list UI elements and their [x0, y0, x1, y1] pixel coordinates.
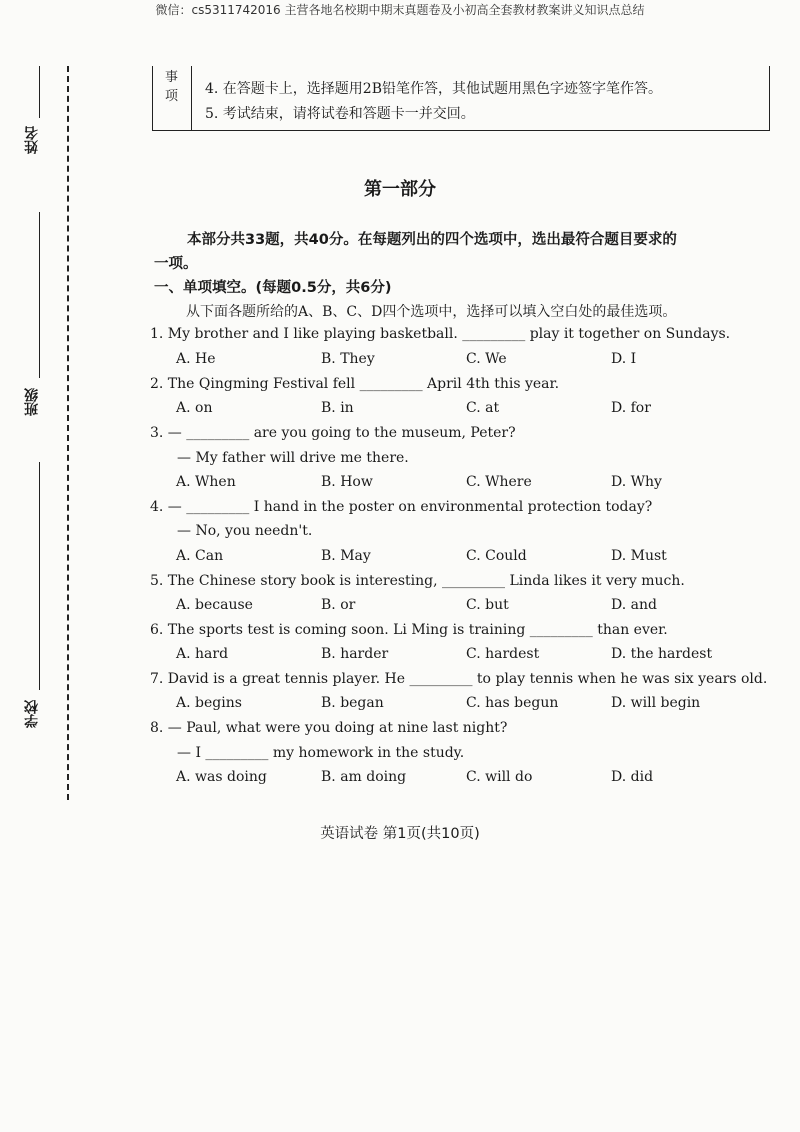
question-4-response: — No, you needn't.	[177, 523, 313, 539]
question-1-option-b: B. They	[321, 351, 375, 367]
part-intro	[154, 228, 767, 276]
question-1-option-c: C. We	[466, 351, 507, 367]
question-5-option-c: C. but	[466, 597, 509, 613]
question-1-stem: 1. My brother and I like playing basketball. _________ play it together on Sundays.	[150, 326, 731, 342]
notice-label	[153, 66, 192, 130]
question-1-option-d: D. I	[611, 351, 637, 367]
question-6-option-b: B. harder	[321, 646, 389, 662]
question-4-option-d: D. Must	[611, 548, 667, 564]
question-4-option-c: C. Could	[466, 548, 527, 564]
question-7-option-c: C. has begun	[466, 695, 559, 711]
question-2-stem: 2. The Qingming Festival fell _________ April 4th this year.	[150, 376, 560, 392]
question-3-option-c: C. Where	[466, 474, 532, 490]
notice-box	[152, 66, 770, 131]
notice-item-4: 4. 在答题卡上，选择题用2B铅笔作答，其他试题用黑色字迹签字笔作答。	[205, 81, 663, 97]
question-6-stem: 6. The sports test is coming soon. Li Ming is training _________ than ever.	[150, 622, 668, 638]
question-4-stem: 4. — _________ I hand in the poster on environmental protection today?	[150, 499, 653, 515]
question-7-stem: 7. David is a great tennis player. He _________ to play tennis when he was six years old.	[150, 671, 768, 687]
question-6-option-c: C. hardest	[466, 646, 540, 662]
question-3-response: — My father will drive me there.	[177, 450, 409, 466]
question-8-option-b: B. am doing	[321, 769, 407, 785]
name-line	[39, 66, 40, 118]
school-line	[39, 462, 40, 690]
section-instruction: 从下面各题所给的A、B、C、D四个选项中，选择可以填入空白处的最佳选项。	[186, 304, 677, 320]
question-2-option-a: A. on	[176, 400, 213, 416]
question-4-option-a: A. Can	[176, 548, 224, 564]
question-5-option-d: D. and	[611, 597, 657, 613]
question-3-option-b: B. How	[321, 474, 373, 490]
watermark-banner: 微信：cs5311742016 主营各地名校期中期末真题卷及小初高全套教材教案讲义知识点总结	[155, 3, 645, 17]
question-5-option-b: B. or	[321, 597, 356, 613]
question-8-option-a: A. was doing	[176, 769, 267, 785]
question-2-option-b: B. in	[321, 400, 354, 416]
class-label: 班级	[24, 388, 40, 416]
intro-line-1: 本部分共33题，共40分。在每题列出的四个选项中，选出最符合题目要求的	[187, 232, 677, 248]
question-5-option-a: A. because	[176, 597, 253, 613]
question-7-option-d: D. will begin	[611, 695, 701, 711]
page-footer: 英语试卷 第1页(共10页)	[320, 826, 480, 842]
question-8-stem: 8. — Paul, what were you doing at nine last night?	[150, 720, 508, 736]
question-8-option-c: C. will do	[466, 769, 533, 785]
question-3-stem: 3. — _________ are you going to the museum, Peter?	[150, 425, 516, 441]
question-7-option-a: A. begins	[176, 695, 242, 711]
question-5-stem: 5. The Chinese story book is interesting, _________ Linda likes it very much.	[150, 573, 685, 589]
question-8-option-d: D. did	[611, 769, 654, 785]
name-label: 姓名	[24, 126, 40, 154]
question-4-option-b: B. May	[321, 548, 371, 564]
part-title: 第一部分	[364, 179, 436, 200]
class-line	[39, 212, 40, 378]
question-6-option-d: D. the hardest	[611, 646, 713, 662]
question-2-option-c: C. at	[466, 400, 500, 416]
question-8-response: — I _________ my homework in the study.	[177, 745, 465, 761]
question-3-option-d: D. Why	[611, 474, 662, 490]
question-2-option-d: D. for	[611, 400, 651, 416]
question-6-option-a: A. hard	[176, 646, 229, 662]
section-heading: 一、单项填空。(每题0.5分，共6分)	[154, 280, 392, 296]
question-7-option-b: B. began	[321, 695, 384, 711]
notice-item-5: 5. 考试结束，请将试卷和答题卡一并交回。	[205, 106, 475, 122]
notice-label-char-1: 事	[165, 70, 179, 85]
school-label: 学校	[24, 700, 40, 728]
notice-label-char-2: 项	[165, 89, 179, 104]
intro-line-2: 一项。	[154, 256, 198, 272]
question-3-option-a: A. When	[176, 474, 236, 490]
question-1-option-a: A. He	[176, 351, 216, 367]
